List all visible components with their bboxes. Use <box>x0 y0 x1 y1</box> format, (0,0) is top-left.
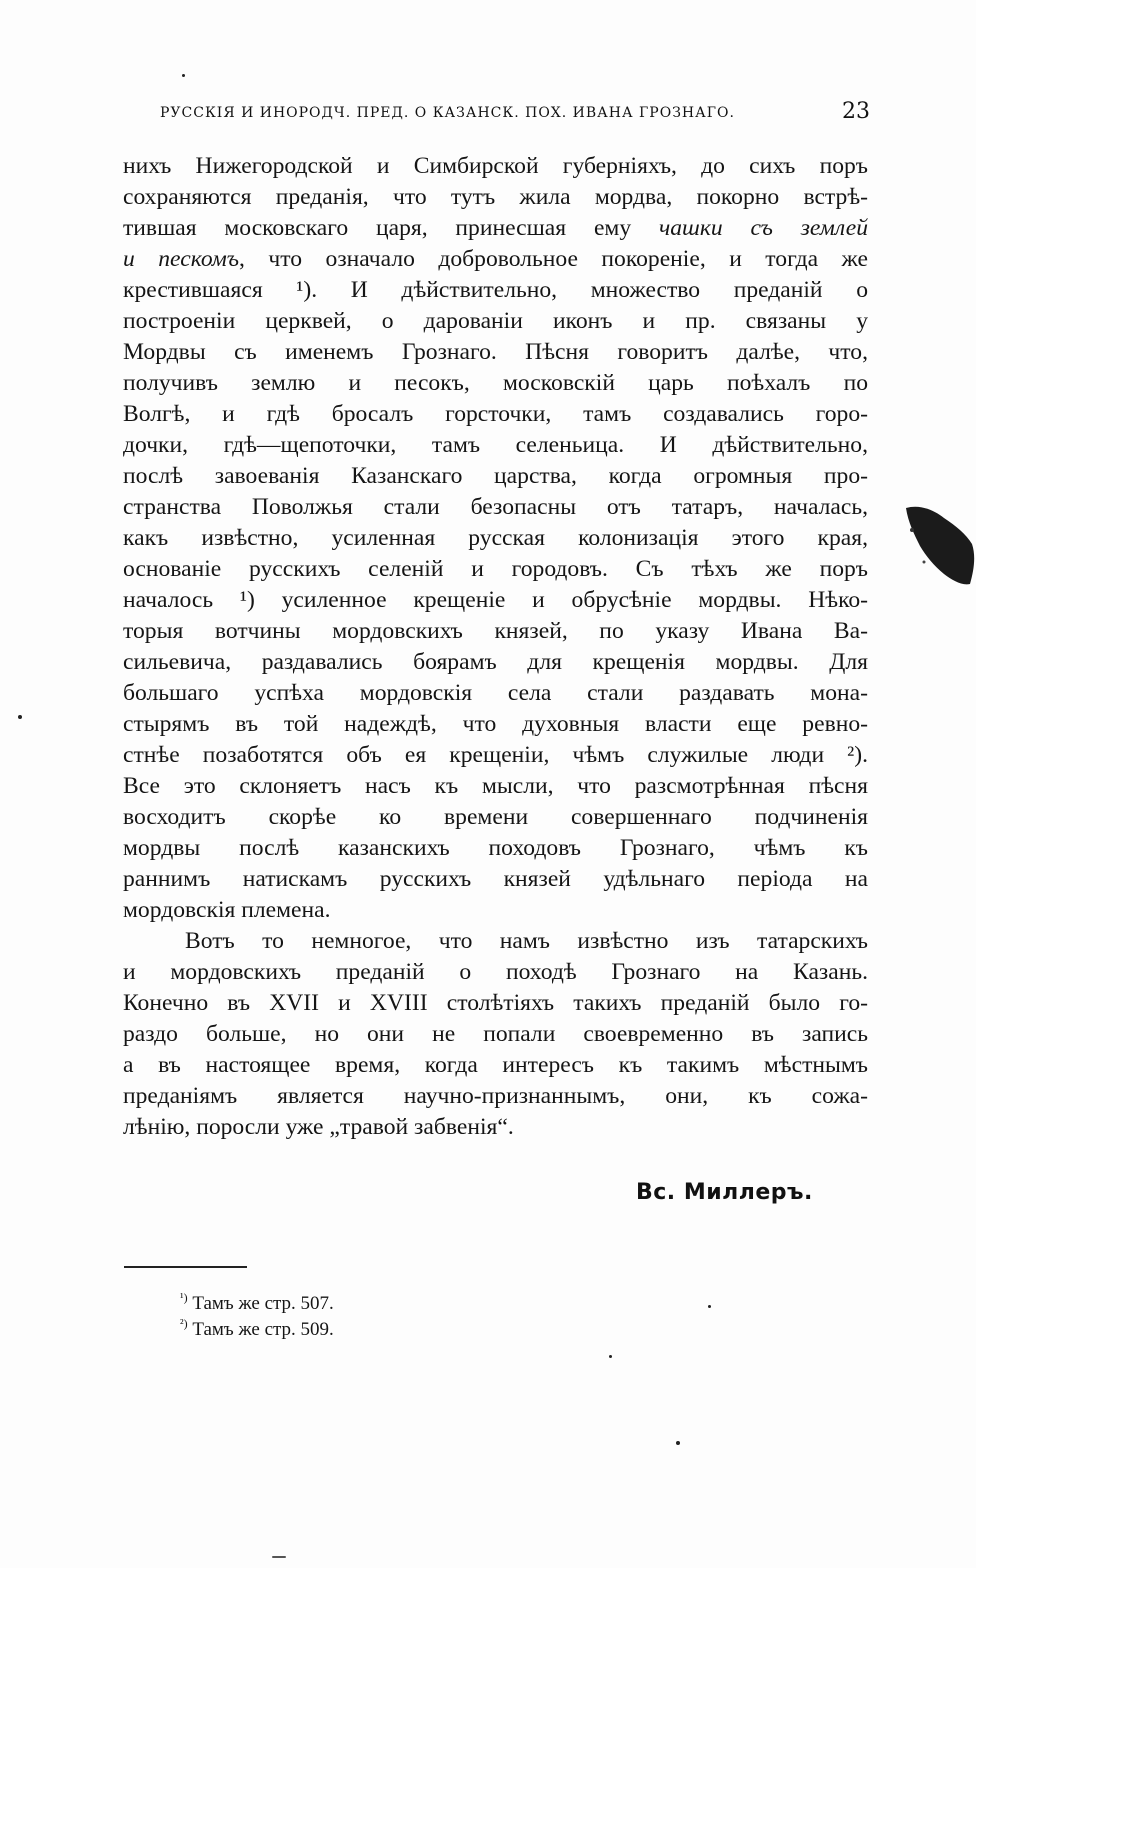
text-line: Вотъ то немногое, что намъ извѣстно изъ татарскихъ <box>185 928 868 954</box>
footnotes <box>180 1291 334 1343</box>
text-line: Конечно въ XVII и XVIII столѣтіяхъ такихъ преданій было го- <box>123 990 868 1016</box>
text-line: какъ извѣстно, усиленная русская колонизація этого края, <box>123 525 868 551</box>
ink-blot-artifact <box>900 500 976 592</box>
text-line: послѣ завоеванія Казанскаго царства, когда огромныя про- <box>123 463 868 489</box>
text-line: мордовскія племена. <box>123 897 331 923</box>
text-line: раннимъ натискамъ русскихъ князей удѣльнаго періода на <box>123 866 868 892</box>
text-line: сильевича, раздавались боярамъ для крещенія мордвы. Для <box>123 649 868 675</box>
text-line: началось ¹) усиленное крещеніе и обрусѣніе мордвы. Нѣко- <box>123 587 868 613</box>
text-line: дочки, гдѣ—щепоточки, тамъ селеньица. И дѣйствительно, <box>123 432 868 458</box>
text-line: и мордовскихъ преданій о походѣ Грознаго на Казань. <box>123 959 868 985</box>
scan-speck <box>609 1355 612 1358</box>
text-line: большаго успѣха мордовскія села стали раздавать мона- <box>123 680 868 706</box>
text-line: крестившаяся ¹). И дѣйствительно, множество преданій о <box>123 277 868 303</box>
text-line: Все это склоняетъ насъ къ мысли, что разсмотрѣнная пѣсня <box>123 773 868 799</box>
scan-speck <box>708 1305 711 1308</box>
text-line: сохраняются преданія, что тутъ жила мордва, покорно встрѣ- <box>123 184 868 210</box>
text-line: странства Поволжья стали безопасны отъ татаръ, началась, <box>123 494 868 520</box>
author-signature: Вс. Миллеръ. <box>636 1180 813 1205</box>
scan-speck <box>676 1441 680 1445</box>
text-line: мордвы послѣ казанскихъ походовъ Грознаго, чѣмъ къ <box>123 835 868 861</box>
running-title: РУССКІЯ И ИНОРОДЧ. ПРЕД. О КАЗАНСК. ПОХ. ИВАНА ГРОЗНАГО. <box>160 105 735 121</box>
text-line: а въ настоящее время, когда интересъ къ такимъ мѣстнымъ <box>123 1052 868 1078</box>
text-line: тившая московскаго царя, принесшая ему чашки съ землей <box>123 215 868 241</box>
text-line: торыя вотчины мордовскихъ князей, по указу Ивана Ва- <box>123 618 868 644</box>
text-line: раздо больше, но они не попали своевременно въ запись <box>123 1021 868 1047</box>
main-text <box>123 151 868 1143</box>
italic-phrase: чашки съ землей <box>658 215 868 241</box>
footnote-divider <box>124 1266 247 1268</box>
italic-phrase: и пескомъ <box>123 246 240 272</box>
text-line: получивъ землю и песокъ, московскій царь поѣхалъ по <box>123 370 868 396</box>
page-number: 23 <box>842 99 870 124</box>
text-line: Волгѣ, и гдѣ бросалъ горсточки, тамъ создавались горо- <box>123 401 868 427</box>
text-line: преданіямъ является научно-признаннымъ, они, къ сожа- <box>123 1083 868 1109</box>
scan-speck <box>272 1556 286 1558</box>
scan-speck <box>182 74 185 77</box>
text-line: построеніи церквей, о дарованіи иконъ и пр. связаны у <box>123 308 868 334</box>
running-head <box>160 99 870 127</box>
footnote-mark: ¹) <box>180 1290 188 1305</box>
text-line: стырямъ въ той надеждѣ, что духовныя власти еще ревно- <box>123 711 868 737</box>
text-line: нихъ Нижегородской и Симбирской губерніяхъ, до сихъ поръ <box>123 153 868 179</box>
footnote <box>180 1291 334 1317</box>
footnote-text: Тамъ же стр. 507. <box>192 1293 334 1314</box>
text-line: и пескомъ, что означало добровольное покореніе, и тогда же <box>123 246 868 272</box>
text-line: восходитъ скорѣе ко времени совершеннаго подчиненія <box>123 804 868 830</box>
text-line: Мордвы съ именемъ Грознаго. Пѣсня говоритъ далѣе, что, <box>123 339 868 365</box>
footnote <box>180 1317 334 1343</box>
footnote-mark: ²) <box>180 1316 188 1331</box>
text-line: стнѣе позаботятся объ ея крещеніи, чѣмъ служилые люди ²). <box>123 742 868 768</box>
footnote-text: Тамъ же стр. 509. <box>192 1319 334 1340</box>
scan-speck <box>18 715 22 719</box>
text-line: основаніе русскихъ селеній и городовъ. Съ тѣхъ же поръ <box>123 556 868 582</box>
text-line: лѣнію, поросли уже „травой забвенія“. <box>123 1114 514 1140</box>
